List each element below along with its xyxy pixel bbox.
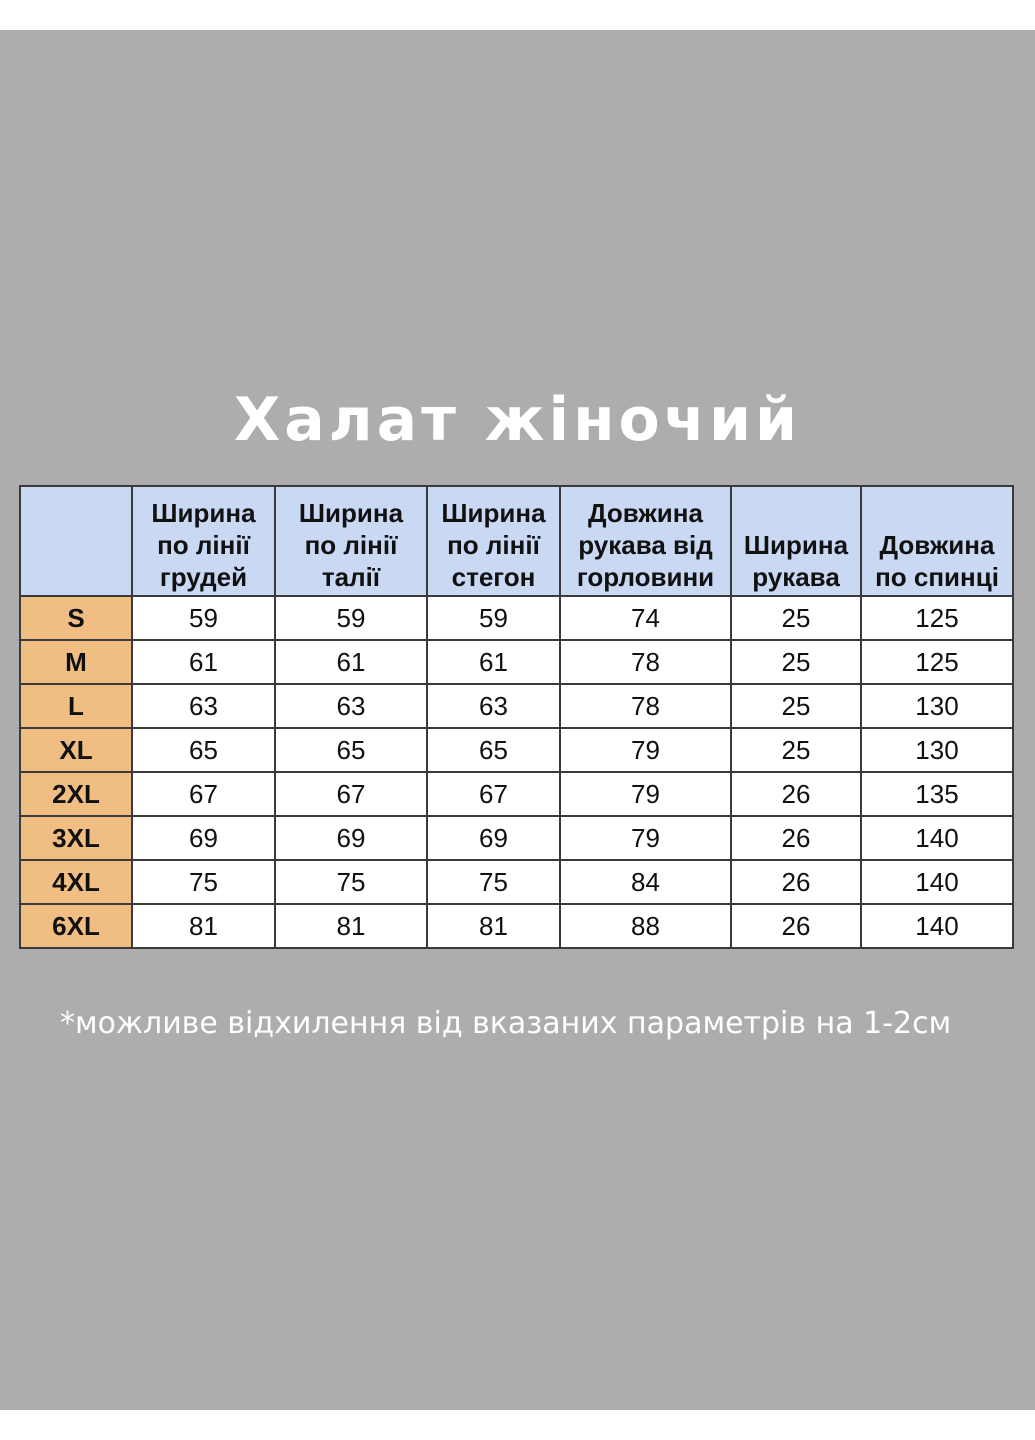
table-row <box>20 860 1013 904</box>
measurement-cell: 67 <box>132 772 275 816</box>
measurement-cell: 69 <box>275 816 427 860</box>
size-label-cell: 3XL <box>20 816 132 860</box>
header-label: Ширина по лінії грудей <box>151 498 256 592</box>
size-label-cell: L <box>20 684 132 728</box>
page-title: Халат жіночий <box>233 385 802 455</box>
measurement-cell: 65 <box>275 728 427 772</box>
measurement-cell: 26 <box>731 816 861 860</box>
size-label-cell: S <box>20 596 132 640</box>
table-row <box>20 772 1013 816</box>
measurement-cell: 135 <box>861 772 1013 816</box>
header-back-length <box>861 486 1013 596</box>
header-label: Ширина рукава <box>743 530 849 592</box>
measurement-cell: 67 <box>275 772 427 816</box>
header-hip-width <box>427 486 560 596</box>
measurement-cell: 140 <box>861 816 1013 860</box>
table-row <box>20 684 1013 728</box>
measurement-cell: 78 <box>560 640 731 684</box>
measurement-cell: 140 <box>861 860 1013 904</box>
measurement-cell: 25 <box>731 728 861 772</box>
table-row <box>20 728 1013 772</box>
measurement-cell: 63 <box>275 684 427 728</box>
measurement-cell: 25 <box>731 684 861 728</box>
measurement-cell: 61 <box>275 640 427 684</box>
table-row <box>20 596 1013 640</box>
header-waist-width <box>275 486 427 596</box>
measurement-cell: 59 <box>275 596 427 640</box>
measurement-cell: 65 <box>132 728 275 772</box>
size-label-cell: XL <box>20 728 132 772</box>
measurement-cell: 69 <box>132 816 275 860</box>
measurement-cell: 25 <box>731 640 861 684</box>
measurement-cell: 25 <box>731 596 861 640</box>
measurement-cell: 125 <box>861 596 1013 640</box>
measurement-cell: 61 <box>427 640 560 684</box>
header-corner-cell <box>20 486 132 596</box>
header-label: Довжина рукава від горловини <box>576 498 715 592</box>
measurement-cell: 59 <box>427 596 560 640</box>
table-row <box>20 904 1013 948</box>
measurement-cell: 75 <box>275 860 427 904</box>
measurement-cell: 79 <box>560 816 731 860</box>
measurement-cell: 84 <box>560 860 731 904</box>
size-label-cell: 6XL <box>20 904 132 948</box>
header-label: Ширина по лінії талії <box>298 498 404 592</box>
measurement-cell: 67 <box>427 772 560 816</box>
table-header-row <box>20 486 1013 596</box>
size-label-cell: 4XL <box>20 860 132 904</box>
measurement-cell: 88 <box>560 904 731 948</box>
measurement-cell: 81 <box>427 904 560 948</box>
measurement-cell: 75 <box>132 860 275 904</box>
measurement-cell: 26 <box>731 860 861 904</box>
measurement-cell: 81 <box>132 904 275 948</box>
measurement-cell: 78 <box>560 684 731 728</box>
size-label-cell: 2XL <box>20 772 132 816</box>
measurement-cell: 63 <box>427 684 560 728</box>
header-sleeve-length <box>560 486 731 596</box>
measurement-cell: 79 <box>560 728 731 772</box>
table-row <box>20 816 1013 860</box>
measurement-cell: 140 <box>861 904 1013 948</box>
header-label: Ширина по лінії стегон <box>441 498 546 592</box>
measurement-cell: 61 <box>132 640 275 684</box>
header-sleeve-width <box>731 486 861 596</box>
table-row <box>20 640 1013 684</box>
measurement-cell: 74 <box>560 596 731 640</box>
measurement-cell: 59 <box>132 596 275 640</box>
header-chest-width <box>132 486 275 596</box>
measurement-cell: 79 <box>560 772 731 816</box>
measurement-cell: 75 <box>427 860 560 904</box>
header-label: Довжина по спинці <box>875 530 999 592</box>
measurement-cell: 63 <box>132 684 275 728</box>
measurement-cell: 125 <box>861 640 1013 684</box>
measurement-cell: 65 <box>427 728 560 772</box>
size-label-cell: M <box>20 640 132 684</box>
measurement-cell: 130 <box>861 684 1013 728</box>
measurement-cell: 26 <box>731 904 861 948</box>
deviation-note: *можливе відхилення від вказаних параметрів на 1-2см <box>60 1006 952 1041</box>
measurement-cell: 26 <box>731 772 861 816</box>
measurement-cell: 130 <box>861 728 1013 772</box>
measurement-cell: 81 <box>275 904 427 948</box>
measurement-cell: 69 <box>427 816 560 860</box>
size-table <box>19 485 1014 949</box>
